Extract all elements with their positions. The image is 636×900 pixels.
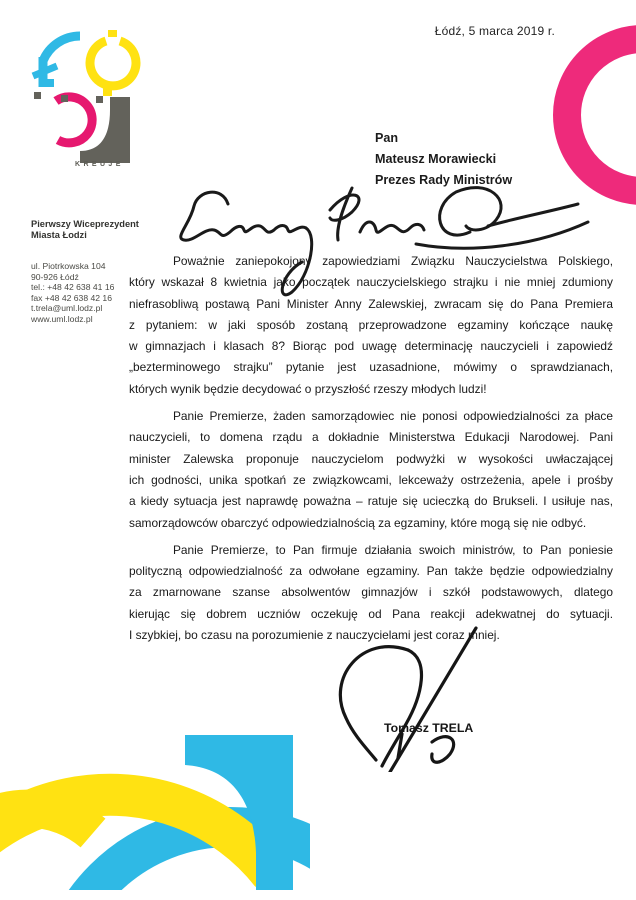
body-line: kierując się dobrem uczniów oczekuję od Pana reakcji adekwatnej do sytuacji. [129,606,613,621]
sender-address-line: fax +48 42 638 42 16 [31,292,112,303]
recipient-line: Pan [375,131,399,145]
body-line: których wynik będzie decydować o przyszłość rzeszy młodych ludzi! [129,381,487,396]
date-line: Łódź, 5 marca 2019 r. [434,24,555,38]
body-line: za zmarnowane szanse absolwentów gimnazjów i szkół podstawowych, dlatego [129,585,613,600]
body-line: I szybkiej, bo czasu na porozumienie z nauczycielami jest coraz mniej. [129,628,500,643]
signature-name: Tomasz TRELA [384,721,474,735]
bottom-art-decoration [0,735,310,890]
sender-address-line: tel.: +48 42 638 41 16 [31,282,115,293]
body-line: „bezterminowego strajku” pytanie jest uzasadnione, mówimy o sprawdzianach, [129,360,613,375]
body-line: który wskazał 8 kwietnia jako początek nauczycielskiego strajku i nie mniej zdumiony [129,275,613,290]
sender-address-line: www.uml.lodz.pl [31,313,93,324]
logo-letter-o-yellow [90,41,136,86]
body-line: Panie Premierze, żaden samorządowiec nie ponosi odpowiedzialności za płace [173,409,613,424]
paragraph [129,251,613,400]
body-line: niefrasobliwą postawą Pani Minister Anny Zalewskiej, zwracam się do Pana Premiera [129,296,613,311]
logo-letter-d-magenta [56,97,92,143]
sender-address-line: 90-926 Łódź [31,271,79,282]
sender-address-line: ul. Piotrkowska 104 [31,261,106,271]
body-line: minister Zalewska proponuje nauczycielom podwyżki w wysokości uwłaczającej [129,451,613,466]
body-paragraphs [129,251,613,646]
pink-arc-decoration [553,25,636,205]
logo-tagline: KREUJE [75,161,124,168]
body-line: z pytaniem: w jaki sposób zostaną przeprowadzone egzaminy kończące naukę [129,317,613,332]
body-line: polityczną odpowiedzialność za odwołane egzaminy. Pan także będzie odpowiedzialny [129,564,613,579]
recipient-line: Mateusz Morawiecki [375,152,497,166]
body-line: ich godności, unika spotkań ze związkowcami, lekceważy ostrzeżenia, apele i prośby [129,472,613,487]
body-line: Panie Premierze, to Pan firmuje działania swoich ministrów, to Pan poniesie [173,542,613,557]
body-line: nauczycieli, to domena rządu a dokładnie Ministerstwa Edukacji Narodowej. Pani [129,430,613,445]
body-line: Poważnie zaniepokojony zapowiedziami Związku Nauczycielstwa Polskiego, [173,254,613,268]
sender-title: Pierwszy Wiceprezydent Miasta Łodzi [31,219,139,240]
recipient-line: Prezes Rady Ministrów [375,173,513,187]
paragraph [129,406,613,534]
body-line: a kiedy sytuacja jest naprawdę poważna – ratuje się ucieczką do Brukseli. I usiłuje nas, [129,494,613,509]
paragraph [129,540,613,646]
body-line: samorządowców obarczyć odpowiedzialnością za egzaminy, które mogą się nie odbyć. [129,515,587,530]
sender-address-line: t.trela@uml.lodz.pl [31,303,103,314]
logo-letter-l-cyan [33,36,80,87]
recipient-block [375,128,512,191]
body-line: w gimnazjach i klasach 8? Biorąc pod uwagę determinację nauczycieli i zapowiedź [129,339,613,354]
